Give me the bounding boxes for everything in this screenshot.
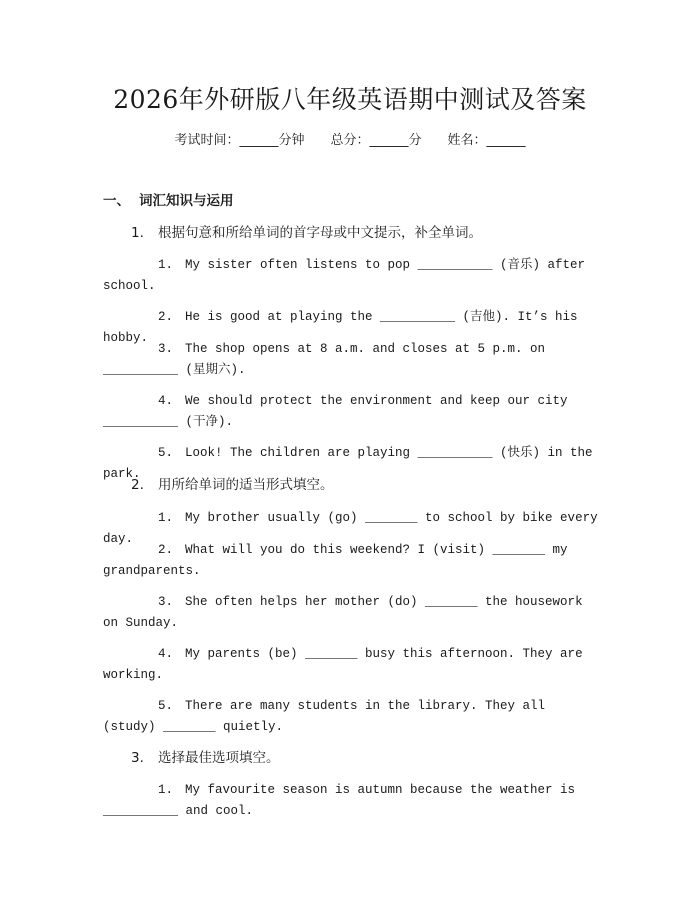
question-number: 4. [158,394,174,408]
question-text: What will you do this weekend? I (visit) _______ my grandparents. [103,543,568,578]
question-text: My sister often listens to pop __________ (音乐) after school. [103,258,586,293]
document-title: 2026年外研版八年级英语期中测试及答案 [113,85,587,114]
section-number: 一、 [103,193,130,209]
part-number: 2. [131,477,144,493]
question-number: 5. [158,699,174,713]
question-number: 1. [158,511,174,525]
part-1-instruction [131,223,482,243]
question [103,255,601,297]
question-text: My brother usually (go) _______ to school by bike every day. [103,511,598,546]
instruction-text: 根据句意和所给单词的首字母或中文提示，补全单词。 [158,225,482,241]
time-field: 考试时间：______分钟 [174,133,305,148]
question-number: 3. [158,595,174,609]
question-number: 1. [158,258,174,272]
question-text: There are many students in the library. They all (study) _______ quietly. [103,699,546,734]
question [103,780,601,822]
name-field: 姓名：______ [447,133,526,148]
part-3-instruction [131,748,280,768]
section-title: 词汇知识与运用 [139,193,234,209]
section-heading [103,191,234,211]
question [103,696,601,738]
part-number: 1. [131,225,144,241]
part-2-instruction [131,475,334,495]
question-number: 4. [158,647,174,661]
part-number: 3. [131,750,144,766]
question-number: 5. [158,446,174,460]
question-text: My favourite season is autumn because the weather is __________ and cool. [103,783,576,818]
question-text: Look! The children are playing __________ (快乐) in the park. [103,446,593,481]
question-text: She often helps her mother (do) _______ the housework on Sunday. [103,595,583,630]
exam-meta [0,131,700,151]
question-text: The shop opens at 8 a.m. and closes at 5 p.m. on __________ (星期六). [103,342,546,377]
question-number: 2. [158,543,174,557]
instruction-text: 选择最佳选项填空。 [158,750,280,766]
question-number: 1. [158,783,174,797]
score-field: 总分：______分 [330,133,422,148]
question [103,592,601,634]
question [103,540,601,582]
question-number: 2. [158,310,174,324]
question-number: 3. [158,342,174,356]
question-text: We should protect the environment and keep our city __________ (干净). [103,394,568,429]
question-text: My parents (be) _______ busy this afternoon. They are working. [103,647,583,682]
instruction-text: 用所给单词的适当形式填空。 [158,477,334,493]
question [103,391,601,433]
question [103,644,601,686]
question-text: He is good at playing the __________ (吉他). It’s his hobby. [103,310,578,345]
question [103,339,601,381]
